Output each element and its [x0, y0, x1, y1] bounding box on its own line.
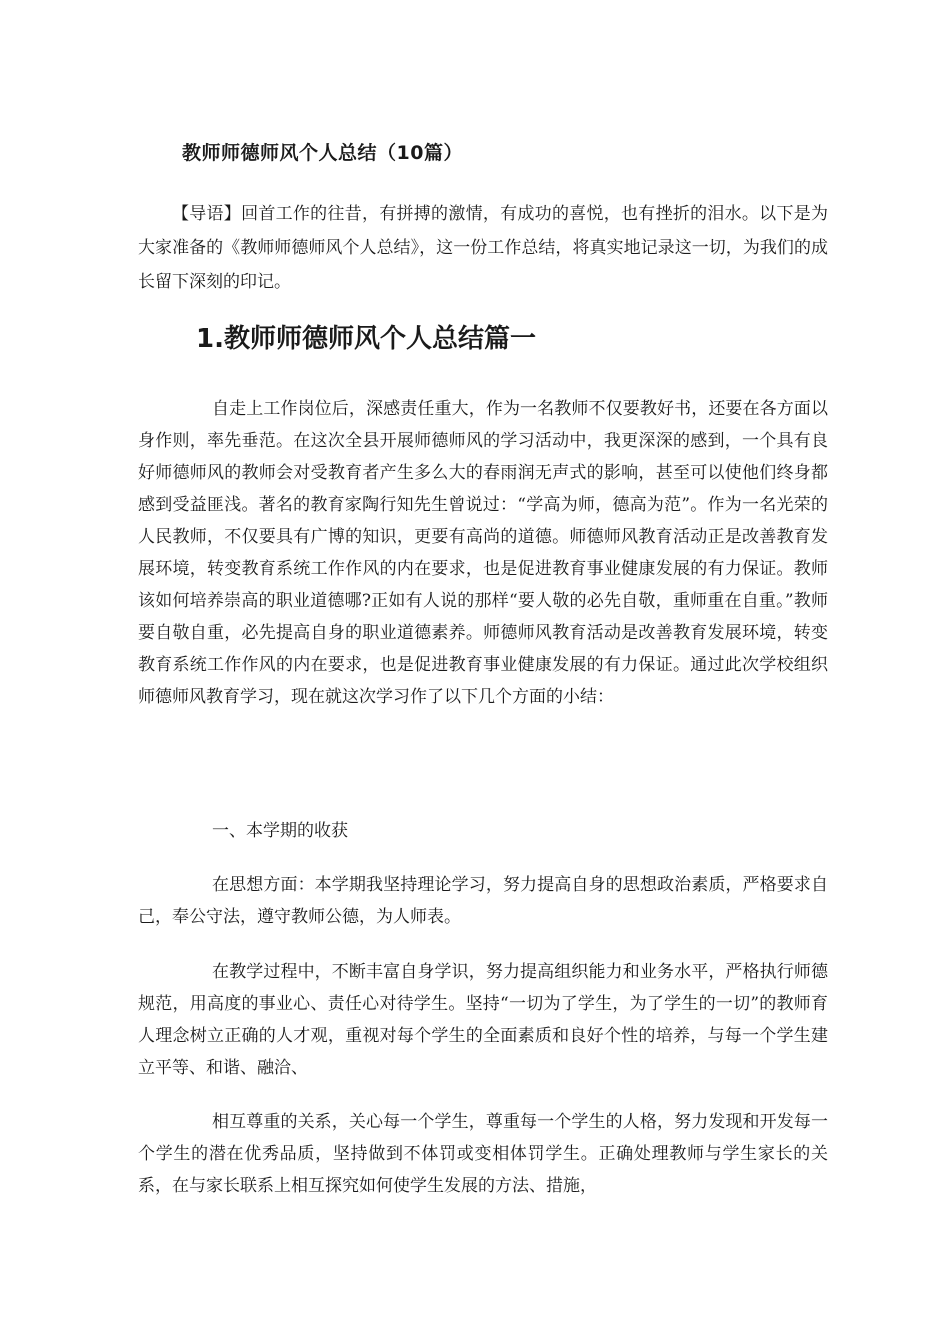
body-paragraph: 相互尊重的关系，关心每一个学生，尊重每一个学生的人格，努力发现和开发每一个学生的潜在优秀品质，坚持做到不体罚或变相体罚学生。正确处理教师与学生家长的关系，在与家长联系上相互探究如何使学生发展的方法、措施，	[138, 1112, 828, 1196]
intro-paragraph: 【导语】回首工作的往昔，有拼搏的激情，有成功的喜悦，也有挫折的泪水。以下是为大家准备的《教师师德师风个人总结》，这一份工作总结，将真实地记录这一切，为我们的成长留下深刻的印记。	[138, 204, 828, 292]
body-paragraph: 在教学过程中，不断丰富自身学识，努力提高组织能力和业务水平，严格执行师德规范，用高度的事业心、责任心对待学生。坚持“一切为了学生，为了学生的一切”的教师育人理念树立正确的人才观，重视对每个学生的全面素质和良好个性的培养，与每一个学生建立平等、和谐、融洽、	[138, 962, 828, 1078]
body-paragraph: 在思想方面：本学期我坚持理论学习，努力提高自身的思想政治素质，严格要求自己，奉公守法，遵守教师公德，为人师表。	[138, 875, 828, 927]
body-paragraph: 自走上工作岗位后，深感责任重大，作为一名教师不仅要教好书，还要在各方面以身作则，率先垂范。在这次全县开展师德师风的学习活动中，我更深深的感到，一个具有良好师德师风的教师会对受教育者产生多么大的春雨润无声式的影响，甚至可以使他们终身都感到受益匪浅。著名的教育家陶行知先生曾说过：“学高为师，德高为范”。作为一名光荣的人民教师，不仅要具有广博的知识，更要有高尚的道德。师德师风教育活动正是改善教育发展环境，转变教育系统工作作风的内在要求，也是促进教育事业健康发展的有力保证。教师该如何培养崇高的职业道德哪?正如有人说的那样“要人敬的必先自敬，重师重在自重。”教师要自敬自重，必先提高自身的职业道德素养。师德师风教育活动是改善教育发展环境，转变教育系统工作作风的内在要求，也是促进教育事业健康发展的有力保证。通过此次学校组织师德师风教育学习，现在就这次学习作了以下几个方面的小结：	[138, 399, 828, 707]
subsection-heading: 一、本学期的收获	[212, 821, 348, 841]
document-title: 教师师德师风个人总结（10篇）	[182, 142, 463, 164]
section-heading: 1.教师师德师风个人总结篇一	[196, 324, 536, 354]
